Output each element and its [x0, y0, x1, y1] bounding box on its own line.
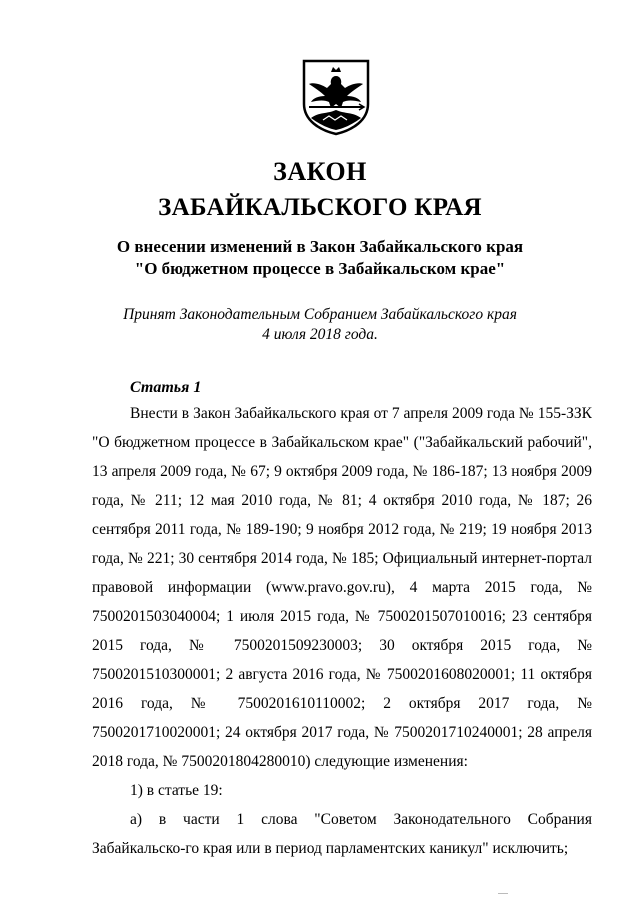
adoption-note	[0, 305, 640, 345]
article-item-1a: а) в части 1 слова "Советом Законодательного Собрания Забайкальско-го края или в период парламентских каникул" исключить;	[92, 811, 592, 857]
article-paragraph: Внести в Закон Забайкальского края от 7 апреля 2009 года № 155-ЗЗК "О бюджетном процессе в Забайкальском крае" ("Забайкальский рабочий", 13 апреля 2009 года, № 67; 9 октября 2009 года, № 186-187; 13 ноября 2009 года, № 211; 12 мая 2010 года, № 81; 4 октября 2010 года, № 187; 26 сентября 2011 года, № 189-190; 9 ноября 2012 года, № 219; 19 ноября 2013 года, № 221; 30 сентября 2014 года, № 185; Официальный интернет-портал правовой информации (www.pravo.gov.ru), 4 марта 2015 года, № 7500201503040004; 1 июля 2015 года, № 7500201507010016; 23 сентября 2015 года, № 7500201509230003; 30 октября 2015 года, № 7500201510300001; 2 августа 2016 года, № 7500201608020001; 11 октября 2016 года, № 7500201610110002; 2 октября 2017 года, № 7500201710020001; 24 октября 2017 года, № 7500201710240001; 28 апреля 2018 года, № 7500201804280010) следующие изменения:	[92, 405, 592, 770]
law-heading-line1: О внесении изменений в Закон Забайкальского края	[116, 237, 524, 256]
law-region-title: ЗАБАЙКАЛЬСКОГО КРАЯ	[158, 194, 482, 221]
law-heading-line2: "О бюджетном процессе в Забайкальском крае"	[134, 259, 506, 278]
article-item-1: 1) в статье 19:	[130, 782, 223, 799]
law-title: ЗАКОН	[273, 157, 367, 186]
law-heading	[0, 236, 640, 280]
adoption-note-line1: Принят Законодательным Собранием Забайкальского края	[123, 306, 517, 323]
scan-mark	[498, 893, 508, 894]
article-title: Статья 1	[130, 379, 202, 396]
adoption-date: 4 июля 2018 года.	[262, 326, 378, 343]
coat-of-arms-icon	[301, 58, 371, 136]
article-body	[92, 399, 592, 863]
